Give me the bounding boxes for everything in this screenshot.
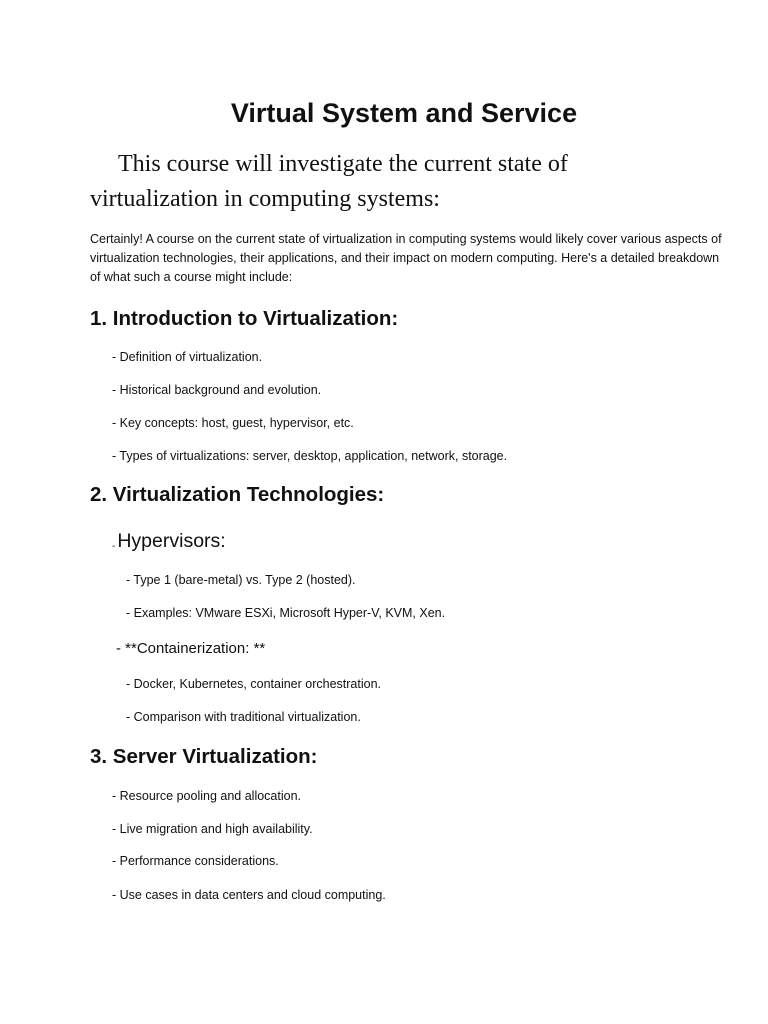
list-item: - Use cases in data centers and cloud computing. [112, 888, 386, 902]
list-item: - Live migration and high availability. [112, 822, 313, 836]
list-item: - Resource pooling and allocation. [112, 789, 302, 803]
sub-dash: - [112, 541, 116, 552]
list-item: - Types of virtualizations: server, desktop, application, network, storage. [112, 449, 508, 463]
list-item: - Performance considerations. [112, 854, 279, 868]
section-heading-introduction: 1. Introduction to Virtualization: [90, 307, 399, 330]
section-heading-server-virtualization: 3. Server Virtualization: [90, 745, 318, 768]
list-item: - Examples: VMware ESXi, Microsoft Hyper-V, KVM, Xen. [126, 606, 446, 620]
intro-line-2: virtualization in computing systems: [90, 186, 440, 212]
list-item: - Comparison with traditional virtualization. [126, 710, 361, 724]
subsection-heading-containerization: - **Containerization: ** [116, 640, 266, 657]
list-item: - Historical background and evolution. [112, 383, 322, 397]
document-title: Virtual System and Service [230, 98, 578, 128]
list-item: - Key concepts: host, guest, hypervisor, etc. [112, 416, 354, 430]
list-item: - Type 1 (bare-metal) vs. Type 2 (hosted). [126, 573, 356, 587]
section-heading-technologies: 2. Virtualization Technologies: [90, 483, 385, 506]
list-item: - Definition of virtualization. [112, 350, 263, 364]
intro-line-1: This course will investigate the current state of [118, 151, 568, 177]
intro-paragraph: Certainly! A course on the current state of virtualization in computing systems would likely cover various aspects of virtualization technologies, their applications, and their impact on modern computing. Here's a detailed breakdown of what such a course might include: [90, 232, 722, 284]
subsection-heading-text: Hypervisors: [117, 530, 226, 552]
subsection-heading-hypervisors [112, 528, 226, 560]
list-item: - Docker, Kubernetes, container orchestration. [126, 677, 381, 691]
